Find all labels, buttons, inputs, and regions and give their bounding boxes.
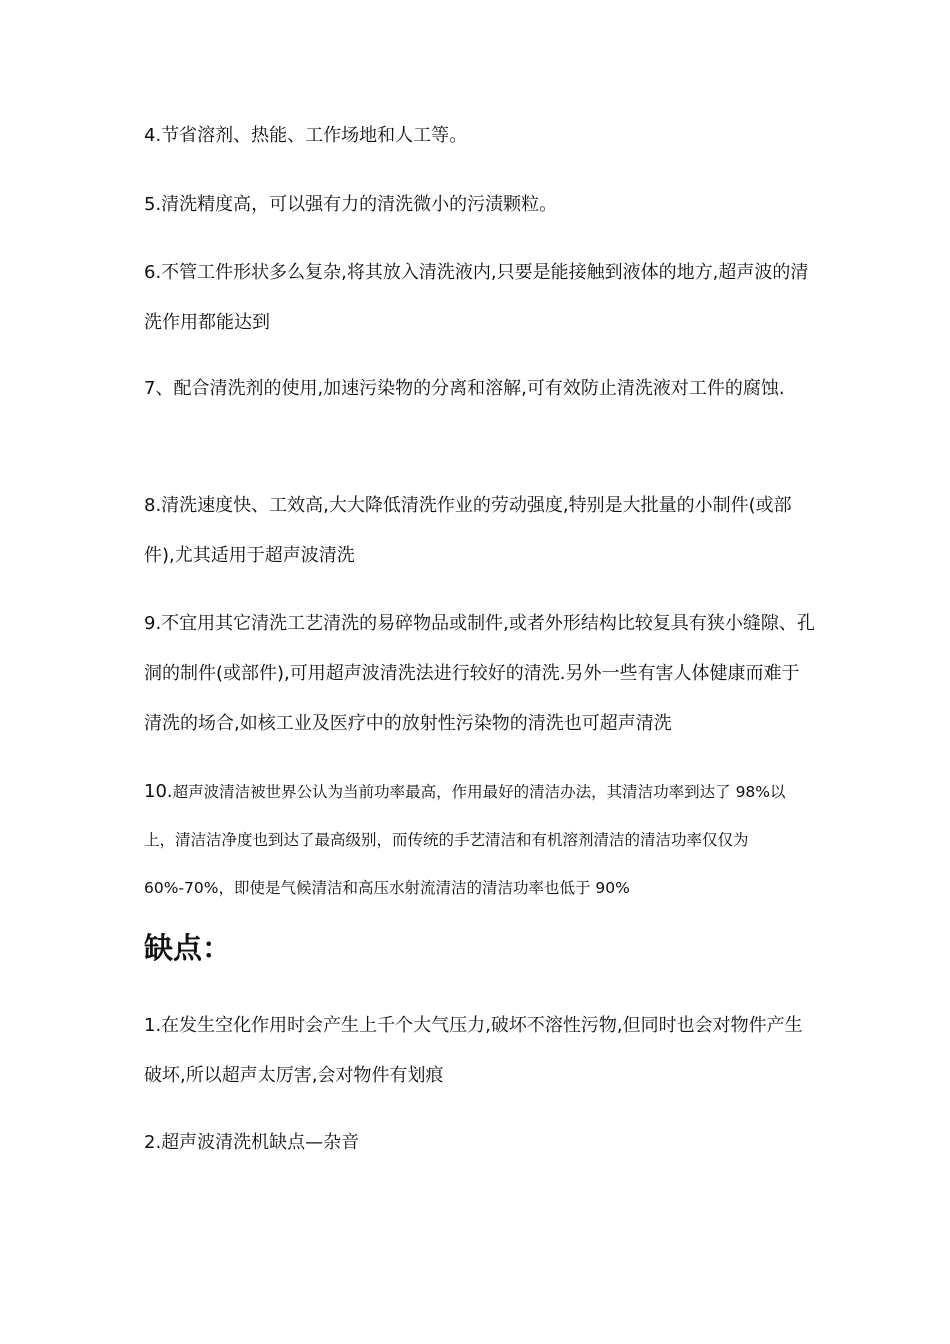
paragraph-item-5: 5.清洗精度高，可以强有力的清洗微小的污渍颗粒。 xyxy=(144,194,558,215)
paragraph-item-10 xyxy=(144,768,816,912)
item-10-text: 超声波清洁被世界公认为当前功率最高，作用最好的清洁办法，其清洁功率到达了 98%以上，清洁洁净度也到达了最高级别，而传统的手艺清洁和有机溶剂清洁的清洁功率仅仅为 60%-70%，即使是气候清洁和高压水射流清洁的清洁功率也低于 90% xyxy=(144,783,786,897)
paragraph-item-8: 8.清洗速度快、工效高,大大降低清洗作业的劳动强度,特别是大批量的小制件(或部件),尤其适用于超声波清洗 xyxy=(144,495,792,566)
disadvantage-item-1: 1.在发生空化作用时会产生上千个大气压力,破坏不溶性污物,但同时也会对物件产生破坏,所以超声太厉害,会对物件有划痕 xyxy=(144,1015,803,1086)
item-10-number: 10. xyxy=(144,781,173,802)
paragraph-item-6: 6.不管工件形状多么复杂,将其放入清洗液内,只要是能接触到液体的地方,超声波的清洗作用都能达到 xyxy=(144,262,809,333)
paragraph-item-9: 9.不宜用其它清洗工艺清洗的易碎物品或制件,或者外形结构比较复具有狭小缝隙、孔洞的制件(或部件),可用超声波清洗法进行较好的清洗.另外一些有害人体健康而难于清洗的场合,如核工业及医疗中的放射性污染物的清洗也可超声清洗 xyxy=(144,613,815,734)
paragraph-item-4: 4.节省溶剂、热能、工作场地和人工等。 xyxy=(144,125,468,146)
disadvantages-heading: 缺点： xyxy=(144,931,232,965)
disadvantage-item-2: 2.超声波清洗机缺点—杂音 xyxy=(144,1132,360,1153)
paragraph-item-7: 7、配合清洗剂的使用,加速污染物的分离和溶解,可有效防止清洗液对工件的腐蚀. xyxy=(144,378,785,399)
